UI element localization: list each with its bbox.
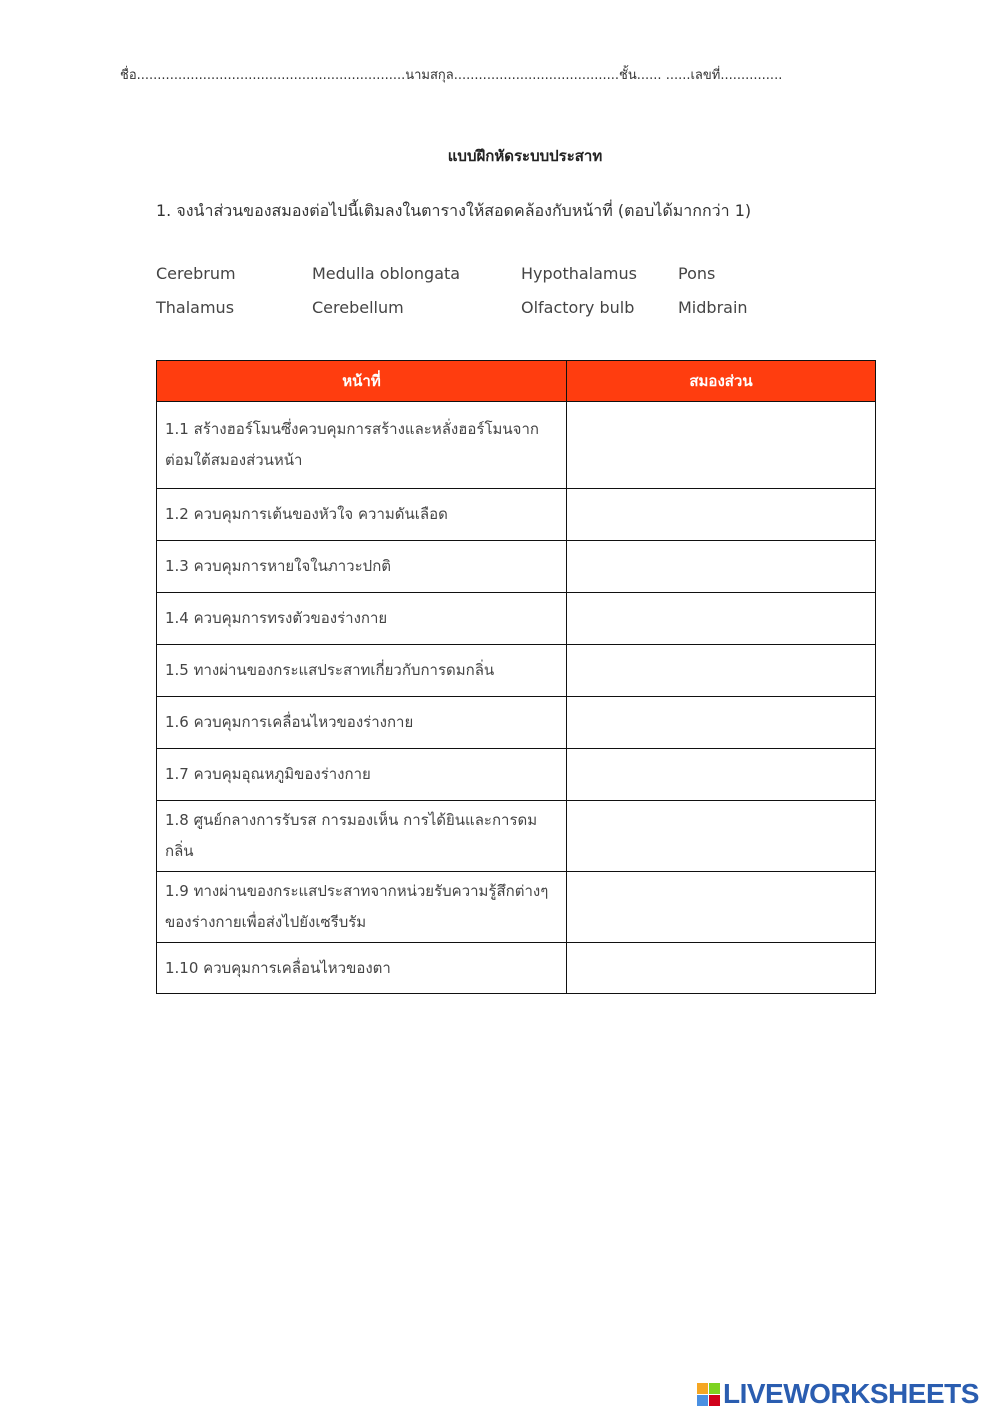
logo-text: LIVEWORKSHEETS (723, 1378, 979, 1409)
word-bank-item: Medulla oblongata (312, 264, 461, 283)
function-cell: 1.1 สร้างฮอร์โมนซึ่งควบคุมการสร้างและหลั่งฮอร์โมนจากต่อมใต้สมองส่วนหน้า (157, 402, 567, 489)
answer-cell[interactable] (567, 402, 876, 489)
table-row (157, 943, 876, 994)
table-row (157, 697, 876, 749)
logo-square (709, 1395, 720, 1406)
answer-cell[interactable] (567, 489, 876, 541)
header-brain-part: สมองส่วน (567, 361, 876, 402)
answer-table (156, 360, 876, 994)
word-bank-item: Hypothalamus (521, 264, 637, 283)
word-bank-item: Olfactory bulb (521, 298, 635, 317)
table-row (157, 489, 876, 541)
answer-cell[interactable] (567, 697, 876, 749)
table-row (157, 749, 876, 801)
function-cell: 1.7 ควบคุมอุณหภูมิของร่างกาย (157, 749, 567, 801)
table-row (157, 645, 876, 697)
table-header-row (157, 361, 876, 402)
word-bank-item: Cerebrum (156, 264, 236, 283)
table-row (157, 593, 876, 645)
logo-mark-icon (697, 1383, 720, 1406)
function-cell: 1.10 ควบคุมการเคลื่อนไหวของตา (157, 943, 567, 994)
word-bank-item: Pons (678, 264, 716, 283)
logo-square (697, 1383, 708, 1394)
header-function: หน้าที่ (157, 361, 567, 402)
page-title: แบบฝึกหัดระบบประสาท (447, 147, 603, 165)
function-cell: 1.4 ควบคุมการทรงตัวของร่างกาย (157, 593, 567, 645)
question-prompt: 1. จงนำส่วนของสมองต่อไปนี้เติมลงในตารางให้สอดคล้องกับหน้าที่ (ตอบได้มากกว่า 1) (156, 201, 752, 220)
answer-cell[interactable] (567, 801, 876, 872)
logo-square (697, 1395, 708, 1406)
table-row (157, 541, 876, 593)
word-bank-item: Thalamus (156, 298, 235, 317)
function-cell: 1.8 ศูนย์กลางการรับรส การมองเห็น การได้ยินและการดมกลิ่น (157, 801, 567, 872)
answer-cell[interactable] (567, 749, 876, 801)
student-info-line: ชื่อ.................................................................นามสกุล........................................ชั้น...... ......เลขที่............... (120, 68, 783, 83)
answer-cell[interactable] (567, 541, 876, 593)
answer-cell[interactable] (567, 645, 876, 697)
table-row (157, 872, 876, 943)
function-cell: 1.9 ทางผ่านของกระแสประสาทจากหน่วยรับความรู้สึกต่างๆ ของร่างกายเพื่อส่งไปยังเซรีบรัม (157, 872, 567, 943)
answer-cell[interactable] (567, 943, 876, 994)
answer-cell[interactable] (567, 872, 876, 943)
logo-square (709, 1383, 720, 1394)
word-bank-item: Midbrain (678, 298, 748, 317)
function-cell: 1.5 ทางผ่านของกระแสประสาทเกี่ยวกับการดมกลิ่น (157, 645, 567, 697)
table-row (157, 801, 876, 872)
answer-cell[interactable] (567, 593, 876, 645)
function-cell: 1.2 ควบคุมการเต้นของหัวใจ ความดันเลือด (157, 489, 567, 541)
word-bank-item: Cerebellum (312, 298, 404, 317)
function-cell: 1.6 ควบคุมการเคลื่อนไหวของร่างกาย (157, 697, 567, 749)
liveworksheets-logo (697, 1378, 979, 1410)
function-cell: 1.3 ควบคุมการหายใจในภาวะปกติ (157, 541, 567, 593)
table-row (157, 402, 876, 489)
